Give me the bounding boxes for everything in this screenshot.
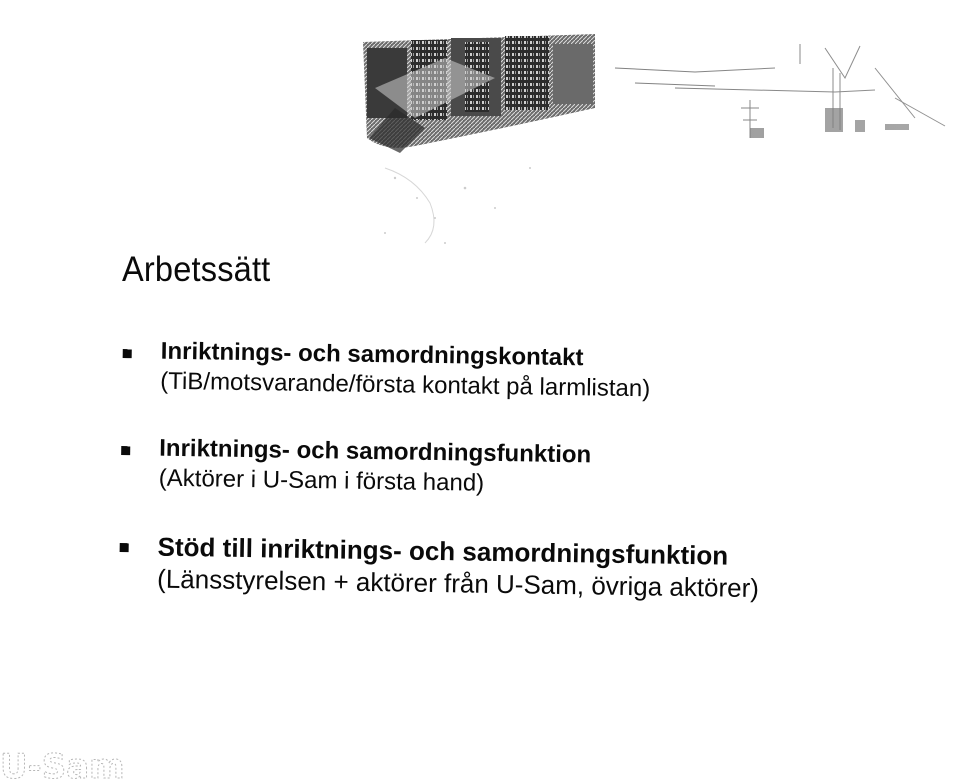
bullet-detail: (Aktörer i U-Sam i första hand) [158,464,485,497]
bullet-detail: (Länsstyrelsen + aktörer från U-Sam, övriga aktörer) [156,563,760,604]
svg-text:U-Sam: U-Sam [0,748,125,779]
bullet-detail: (TiB/motsvarande/första kontakt på larmlistan) [160,367,651,403]
square-bullet-icon [121,446,130,455]
header-photo-collage [355,28,955,258]
square-bullet-icon [123,349,132,358]
u-sam-logo [0,748,130,779]
bullet-item-funktion [118,433,762,503]
slide-title: Arbetssätt [122,250,271,289]
bullet-heading: Inriktnings- och samordningsfunktion [159,434,592,469]
bullet-heading: Stöd till inriktnings- och samordningsfunktion [157,531,729,571]
bullet-item-stod [116,530,760,604]
bullet-item-kontakt [119,336,763,406]
bullet-heading: Inriktnings- och samordningskontakt [160,337,584,372]
bullet-list [116,336,763,604]
square-bullet-icon [120,543,129,552]
